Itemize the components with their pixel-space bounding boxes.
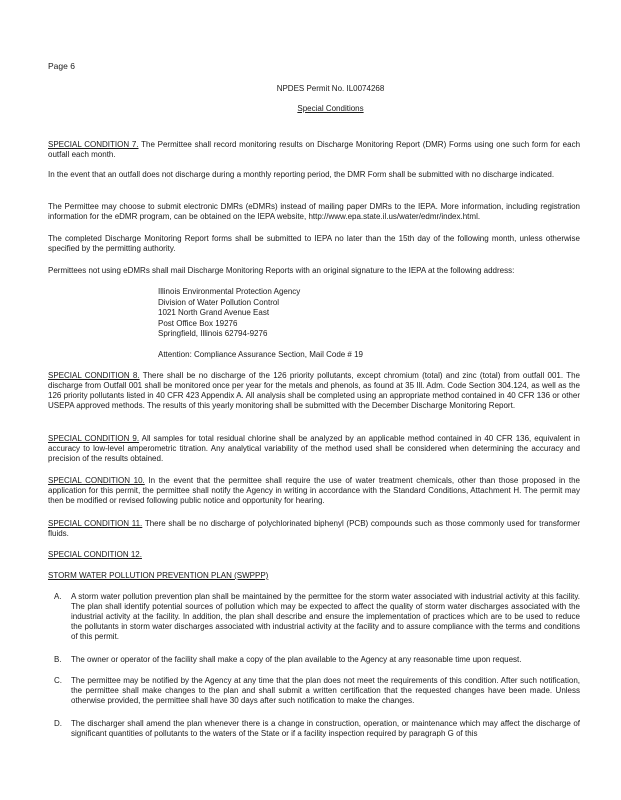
- swppp-heading: [48, 571, 580, 581]
- sc9-heading: SPECIAL CONDITION 9.: [48, 434, 140, 443]
- sc9-text: All samples for total residual chlorine shall be analyzed by an applicable method contained in 40 CFR 136, equivalent in accuracy to low-level amperometric titration. Any analytical variability of the method used shall be considered when determining the accuracy and precision of the results obtained.: [48, 434, 580, 463]
- list-item: [48, 592, 580, 644]
- address-line-4: Post Office Box 19276: [158, 318, 238, 328]
- address-line-2: Division of Water Pollution Control: [158, 297, 280, 307]
- sc9-paragraph: [48, 434, 580, 464]
- sc7-paragraph-1: [48, 140, 580, 160]
- sc8-paragraph: [48, 371, 580, 411]
- sc10-text: In the event that the permittee shall require the use of water treatment chemicals, other than those proposed in the application for this permit, the permittee shall notify the Agency in writing in accordance with the Standard Conditions, Attachment H. The permit may then be modified or revised following public notice and opportunity for hearing.: [48, 476, 580, 505]
- address-line-3: 1021 North Grand Avenue East: [158, 308, 270, 318]
- item-letter: D.: [54, 719, 62, 728]
- sc7-paragraph-5: Permittees not using eDMRs shall mail Discharge Monitoring Reports with an original signature to the IEPA at the following address:: [48, 266, 515, 275]
- sc7-paragraph-4: The completed Discharge Monitoring Report forms shall be submitted to IEPA no later than the 15th day of the following month, unless otherwise specified by the permitting authority.: [48, 234, 580, 253]
- sc8-text: There shall be no discharge of the 126 priority pollutants, except chromium (total) and zinc (total) from outfall 001. The discharge from Outfall 001 shall be monitored once per year for the metals and phenols, as found at 35 Ill. Adm. Code Section 304.124, as well as the 126 priority pollutants listed in 40 CFR 423 Appendix A. All analysis shall be completed using an appropriate method contained in 40 CFR 136 or other USEPA approved methods. The results of this yearly monitoring shall be submitted with the December Discharge Monitoring Report.: [48, 371, 580, 410]
- sc8-heading: SPECIAL CONDITION 8.: [48, 371, 140, 380]
- item-letter: A.: [54, 592, 62, 601]
- sc10-paragraph: [48, 476, 580, 506]
- sc12-heading-text: SPECIAL CONDITION 12.: [48, 550, 142, 559]
- sc7-paragraph-2: In the event that an outfall does not discharge during a monthly reporting period, the DMR Form shall be submitted with no discharge indicated.: [48, 170, 555, 179]
- address-attention: Attention: Compliance Assurance Section, Mail Code # 19: [158, 350, 364, 359]
- item-letter: C.: [54, 676, 62, 685]
- list-item: [48, 719, 580, 741]
- swppp-heading-text: STORM WATER POLLUTION PREVENTION PLAN (SWPPP): [48, 571, 269, 580]
- address-line-5: Springfield, Illinois 62794-9276: [158, 329, 268, 339]
- list-item: [48, 676, 580, 708]
- sc12-heading: [48, 550, 580, 560]
- sc7-paragraph-3: The Permittee may choose to submit electronic DMRs (eDMRs) instead of mailing paper DMRs to the IEPA. More information, including registration information for the eDMR program, can be obtained on the IEPA website, http://www.epa.state.il.us/water/edmr/index.html.: [48, 202, 580, 221]
- item-text: A storm water pollution prevention plan shall be maintained by the permittee for the storm water associated with industrial activity at this facility. The plan shall identify potential sources of pollution which may be expected to affect the quality of storm water discharges associated with the industrial activity at the facility. In addition, the plan shall describe and ensure the implementation of practices which are to be used to reduce the pollutants in storm water discharges associated with industrial activity at the facility and to assure compliance with the terms and conditions of this permit.: [71, 592, 580, 641]
- item-text: The owner or operator of the facility shall make a copy of the plan available to the Agency at any reasonable time upon request.: [71, 655, 522, 664]
- sc11-paragraph: [48, 519, 580, 539]
- sc11-text: There shall be no discharge of polychlorinated biphenyl (PCB) compounds such as those commonly used for transformer fluids.: [48, 519, 580, 538]
- sc11-heading: SPECIAL CONDITION 11.: [48, 519, 143, 528]
- item-text: The permittee may be notified by the Agency at any time that the plan does not meet the requirements of this condition. After such notification, the permittee shall make changes to the plan and shall submit a written certification that the requested changes have been made. Unless otherwise provided, the permittee shall have 30 days after such notification to make the changes.: [71, 676, 580, 705]
- item-text: The discharger shall amend the plan whenever there is a change in construction, operation, or maintenance which may affect the discharge of significant quantities of pollutants to the waters of the State or if a facility inspection required by paragraph G of this: [71, 719, 580, 738]
- sc10-heading: SPECIAL CONDITION 10.: [48, 476, 145, 485]
- mailing-address: [158, 287, 458, 340]
- address-line-1: Illinois Environmental Protection Agency: [158, 287, 301, 296]
- sc7-text-1: The Permittee shall record monitoring results on Discharge Monitoring Report (DMR) Forms using one such form for each outfall each month.: [48, 140, 581, 159]
- list-item: [48, 655, 580, 667]
- permit-number: NPDES Permit No. IL0074268: [276, 84, 385, 93]
- item-letter: B.: [54, 655, 62, 664]
- sc7-heading: SPECIAL CONDITION 7.: [48, 140, 139, 149]
- page-number: Page 6: [48, 61, 75, 71]
- section-title: Special Conditions: [297, 104, 364, 113]
